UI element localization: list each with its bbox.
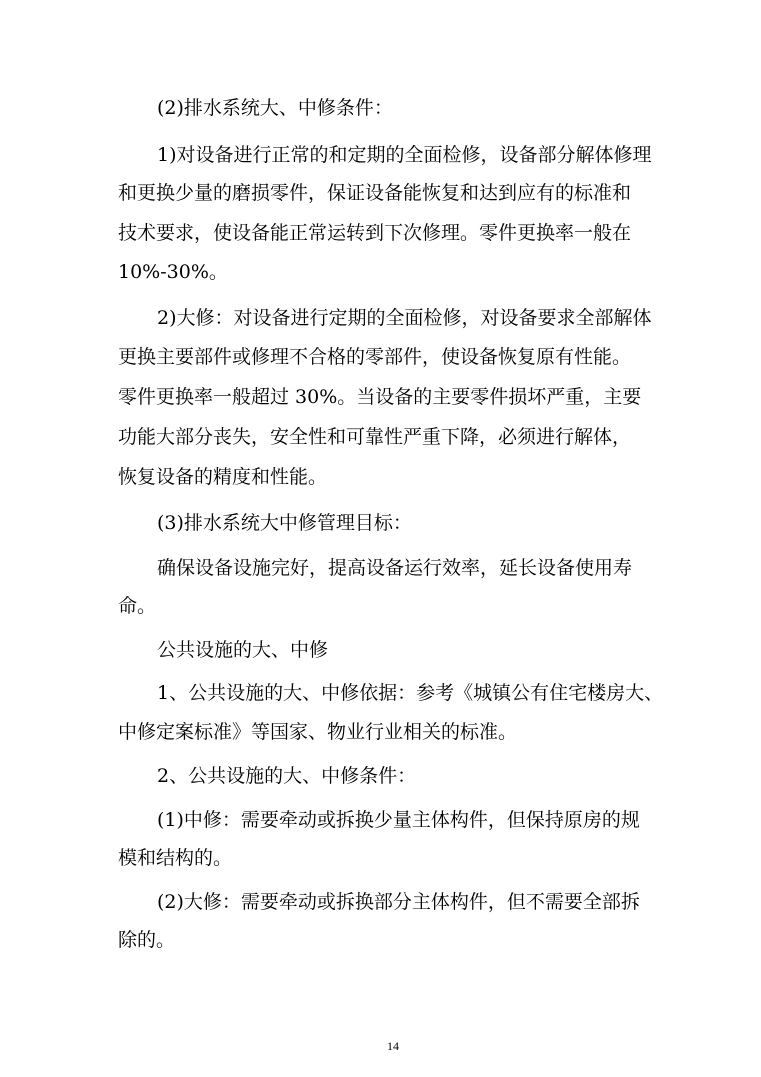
- text-line: 2)大修：对设备进行定期的全面检修，对设备要求全部解体: [157, 307, 652, 329]
- text-line: 确保设备设施完好，提高设备运行效率，延长设备使用寿: [157, 557, 633, 579]
- text-line: 和更换少量的磨损零件，保证设备能恢复和达到应有的标准和: [118, 182, 632, 204]
- text-line: 模和结构的。: [118, 847, 233, 869]
- text-line: 功能大部分丧失，安全性和可靠性严重下降，必须进行解体，: [118, 426, 632, 448]
- text-line: 中修定案标准》等国家、物业行业相关的标准。: [118, 721, 518, 743]
- text-line: 命。: [118, 595, 157, 617]
- text-line: 更换主要部件或修理不合格的零部件，使设备恢复原有性能。: [118, 346, 632, 368]
- text-line: (3)排水系统大中修管理目标：: [157, 512, 412, 534]
- text-line: 恢复设备的精度和性能。: [118, 466, 328, 488]
- text-line: 1)对设备进行正常的和定期的全面检修，设备部分解体修理: [157, 144, 652, 166]
- text-line: (1)中修：需要牵动或拆换少量主体构件，但保持原房的规: [157, 809, 640, 831]
- text-line: 技术要求，使设备能正常运转到下次修理。零件更换率一般在: [118, 222, 632, 244]
- text-line: 2、公共设施的大、中修条件：: [157, 765, 417, 787]
- text-line: (2)排水系统大、中修条件：: [157, 97, 393, 119]
- text-line: 除的。: [118, 929, 176, 951]
- text-line: 1、公共设施的大、中修依据：参考《城镇公有住宅楼房大、: [157, 682, 664, 704]
- text-line: 零件更换率一般超过 30%。当设备的主要零件损坏严重，主要: [118, 386, 642, 408]
- section-heading: 公共设施的大、中修: [157, 639, 329, 661]
- page-number: 14: [387, 1039, 399, 1053]
- text-line: 10%-30%。: [118, 261, 228, 283]
- text-line: (2)大修：需要牵动或拆换部分主体构件，但不需要全部拆: [157, 891, 640, 913]
